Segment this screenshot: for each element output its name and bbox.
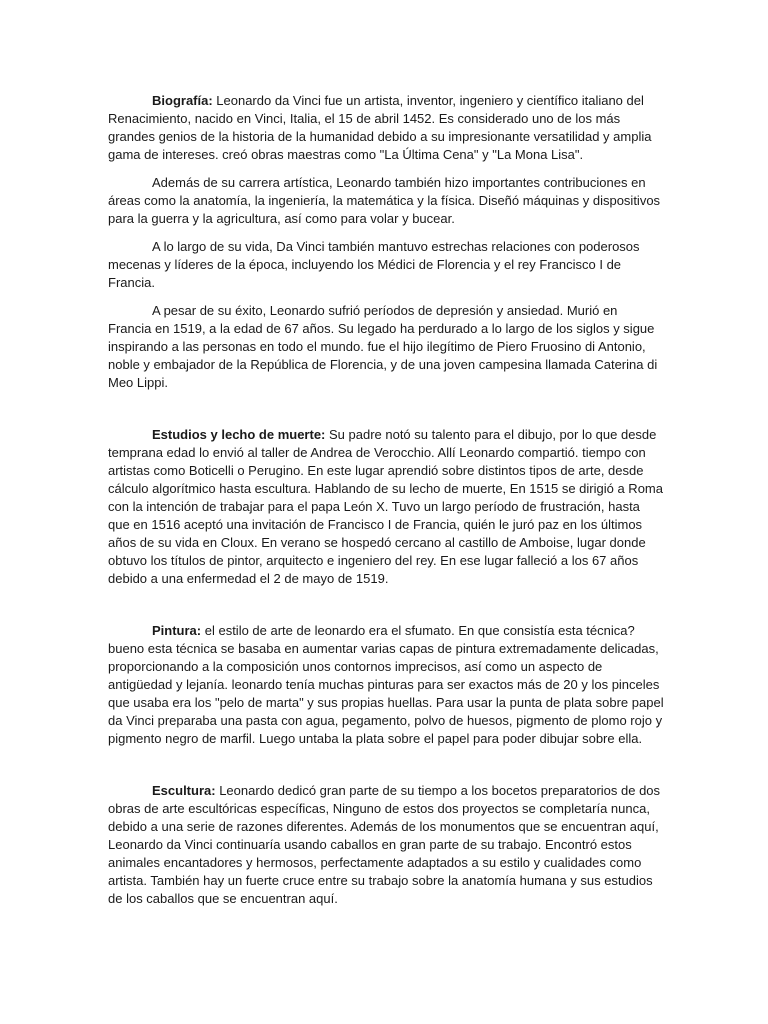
studies-text: Su padre notó su talento para el dibujo, por lo que desde temprana edad lo envió al taller de Andrea de Verocchio. Allí Leonardo compartió. tiempo con artistas como Boticelli o Perugino. En este lugar aprendió sobre distintos tipos de arte, desde cálculo algorítmico hasta escultura. Hablando de su lecho de muerte, En 1515 se dirigió a Roma con la intención de trabajar para el papa León X. Tuvo un largo período de frustración, hasta que en 1516 aceptó una invitación de Francisco I de Francia, quién le juró paz en los últimos años de su vida en Cloux. En verano se hospedó cercano al castillo de Amboise, lugar donde obtuvo los títulos de pintor, arquitecto e ingeniero del rey. En ese lugar falleció a los 67 años debido a una enfermedad el 2 de mayo de 1519.: [108, 427, 663, 586]
biography-paragraph-2: Además de su carrera artística, Leonardo también hizo importantes contribuciones en áreas como la anatomía, la ingeniería, la matemática y la física. Diseñó máquinas y dispositivos para la guerra y la agricultura, así como para volar y bucear.: [108, 175, 661, 226]
biography-paragraph-3: A lo largo de su vida, Da Vinci también mantuvo estrechas relaciones con poderosos mecenas y líderes de la época, incluyendo los Médici de Florencia y el rey Francisco I de Francia.: [108, 239, 640, 290]
studies-paragraph: [108, 426, 664, 588]
studies-heading: Estudios y lecho de muerte:: [152, 427, 326, 442]
sculpture-text: Leonardo dedicó gran parte de su tiempo a los bocetos preparatorios de dos obras de arte escultóricas específicas, Ninguno de estos dos proyectos se completaría nunca, debido a una serie de razones diferentes. Además de los monumentos que se encuentran aquí, Leonardo da Vinci continuaría usando caballos en gran parte de su trabajo. Encontró estos animales encantadores y hermosos, perfectamente adaptados a su estilo y cualidades como artista. También hay un fuerte cruce entre su trabajo sobre la anatomía humana y sus estudios de los caballos que se encuentran aquí.: [108, 783, 661, 906]
document-body: [108, 92, 664, 918]
biography-heading: Biografía:: [152, 93, 213, 108]
section-spacer: [108, 598, 664, 622]
section-spacer: [108, 758, 664, 782]
sculpture-heading: Escultura:: [152, 783, 216, 798]
painting-paragraph: [108, 622, 664, 748]
section-spacer: [108, 402, 664, 426]
biography-text-1: Leonardo da Vinci fue un artista, inventor, ingeniero y científico italiano del Renacimiento, nacido en Vinci, Italia, el 15 de abril 1452. Es considerado uno de los más grandes genios de la historia de la humanidad debido a su impresionante versatilidad y amplia gama de intereses. creó obras maestras como "La Última Cena" y "La Mona Lisa".: [108, 93, 652, 162]
painting-heading: Pintura:: [152, 623, 202, 638]
sculpture-paragraph: [108, 782, 664, 908]
biography-paragraph-4: A pesar de su éxito, Leonardo sufrió períodos de depresión y ansiedad. Murió en Francia en 1519, a la edad de 67 años. Su legado ha perdurado a lo largo de los siglos y sigue inspirando a las personas en todo el mundo. fue el hijo ilegítimo de Piero Fruosino di Antonio, noble y embajador de la República de Florencia, y de una joven campesina llamada Caterina di Meo Lippi.: [108, 303, 658, 390]
biography-paragraph-1: [108, 92, 664, 164]
painting-text: el estilo de arte de leonardo era el sfumato. En que consistía esta técnica? bueno esta técnica se basaba en aumentar varias capas de pintura extremadamente delicadas, proporcionando a la composición unos contornos imprecisos, así como un aspecto de antigüedad y lejanía. leonardo tenía muchas pinturas para ser exactos más de 20 y los pinceles que usaba era los "pelo de marta" y sus propias huellas. Para usar la punta de plata sobre papel da Vinci preparaba una pasta con agua, pegamento, polvo de huesos, pigmento de plomo rojo y pigmento negro de marfil. Luego untaba la plata sobre el papel para poder dibujar sobre ella.: [108, 623, 664, 746]
